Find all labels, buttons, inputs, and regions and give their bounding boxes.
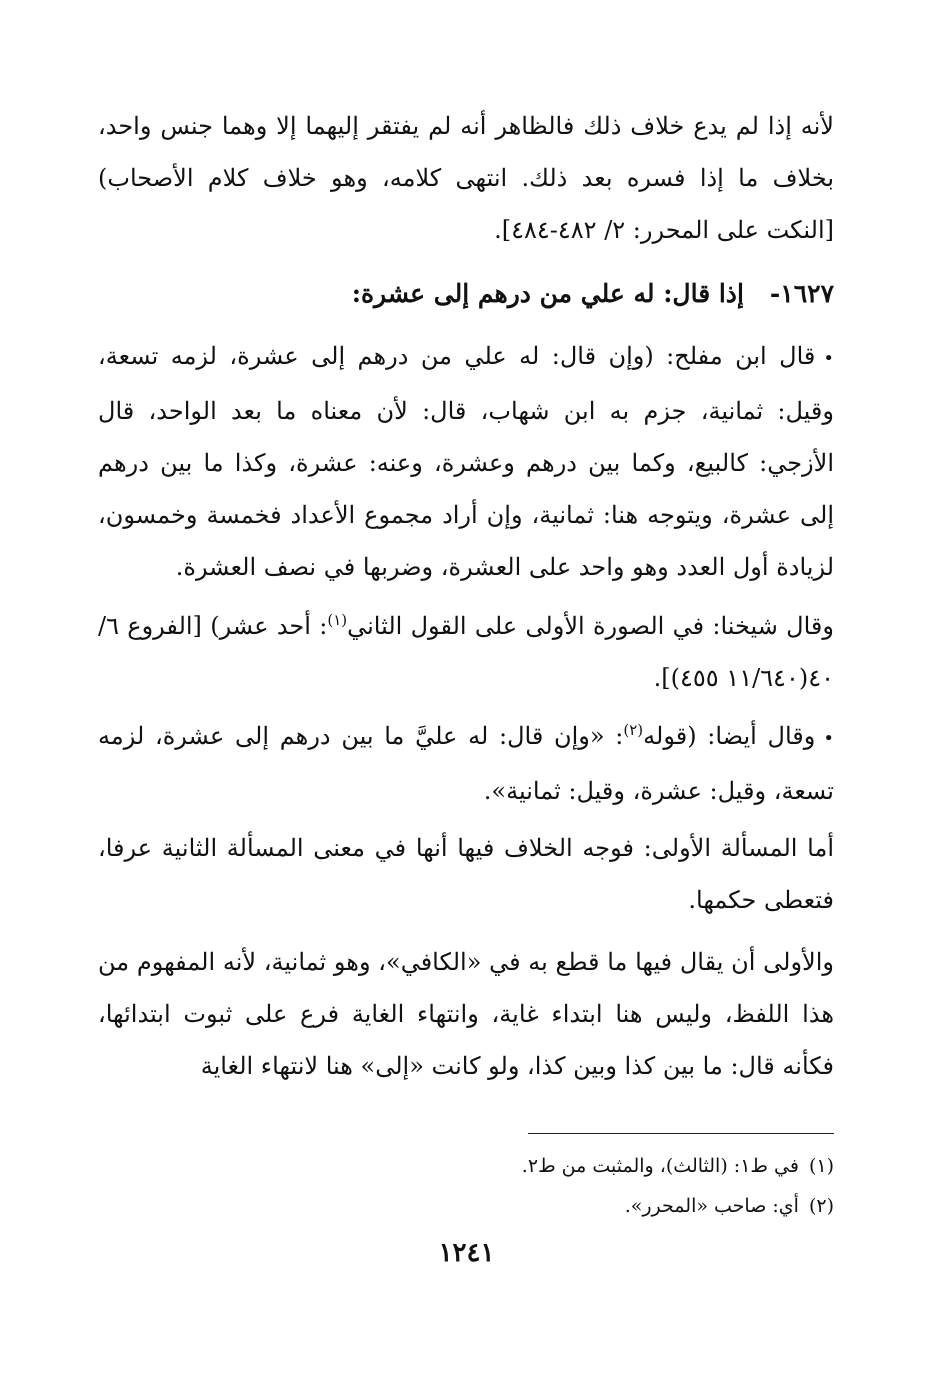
section-heading bbox=[98, 268, 834, 320]
paragraph-shaykhuna bbox=[98, 600, 834, 704]
footnote-divider bbox=[528, 1133, 834, 1134]
bullet-icon: • bbox=[823, 348, 834, 369]
paragraph-also-said bbox=[98, 710, 834, 817]
paragraph-text: أما المسألة الأولى: فوجه الخلاف فيها أنها في معنى المسألة الثانية عرفا، فتعطى حكمها. bbox=[98, 834, 834, 914]
paragraph-text: قال ابن مفلح: (وإن قال: له علي من درهم إلى عشرة، لزمه تسعة، وقيل: ثمانية، جزم به ابن شهاب، قال: لأن معناه ما بعد الواحد، قال الأزجي: كالبيع، وكما بين درهم وعشرة، وعنه: عشرة، وكذا ما بين درهم إلى عشرة، ويتوجه هنا: ثمانية، وإن أراد مجموع الأعداد فخمسة وخمسون، لزيادة أول العدد وهو واحد على العشرة، وضربها في نصف العشرة. bbox=[98, 342, 834, 581]
bullet-icon: • bbox=[823, 728, 834, 749]
paragraph-continuation bbox=[98, 100, 834, 256]
footnote-number: (١) bbox=[808, 1155, 834, 1177]
footnote-ref-1[interactable]: (١) bbox=[327, 611, 348, 629]
heading-number: ١٦٢٧- bbox=[769, 279, 834, 308]
paragraph-text: والأولى أن يقال فيها ما قطع به في «الكافي»، وهو ثمانية، لأنه المفهوم من هذا اللفظ، وليس هنا ابتداء غاية، وانتهاء الغاية فرع على ثبوت ابتدائها، فكأنه قال: ما بين كذا وبين كذا، ولو كانت «إلى» هنا لانتهاء الغاية bbox=[98, 948, 834, 1080]
paragraph-text: لأنه إذا لم يدع خلاف ذلك فالظاهر أنه لم يفتقر إليهما إلا وهما جنس واحد، بخلاف ما إذا فسره بعد ذلك. انتهى كلامه، وهو خلاف كلام الأصحاب) [النكت على المحرر: ٢/ ٤٨٢-٤٨٤]. bbox=[98, 112, 834, 244]
paragraph-text: وقال أيضا: (قوله bbox=[643, 722, 816, 750]
paragraph-first-issue bbox=[98, 822, 834, 926]
footnote-ref-2[interactable]: (٢) bbox=[623, 721, 644, 739]
paragraph-text: : «وإن قال: له عليَّ ما بين درهم إلى عشرة، لزمه تسعة، وقيل: عشرة، وقيل: ثمانية». bbox=[98, 722, 834, 805]
footnote-number: (٢) bbox=[808, 1195, 834, 1217]
paragraph-text: وقال شيخنا: في الصورة الأولى على القول الثاني bbox=[347, 612, 834, 640]
heading-text: إذا قال: له علي من درهم إلى عشرة: bbox=[351, 279, 744, 308]
page-number: ١٢٤١ bbox=[438, 1238, 495, 1268]
paragraph-ibn-muflih bbox=[98, 330, 834, 593]
paragraph-text: : أحد عشر) [الفروع ٦/ ٤٠(١١/٦٤٠ ٤٥٥)]. bbox=[98, 612, 834, 692]
paragraph-preferred-view bbox=[98, 936, 834, 1092]
footnote-text: في ط١: (الثالث)، والمثبت من ط٢. bbox=[521, 1155, 799, 1177]
footnote-text: أي: صاحب «المحرر». bbox=[624, 1195, 799, 1217]
footnote-1 bbox=[300, 1150, 834, 1182]
footnote-2 bbox=[300, 1190, 834, 1222]
